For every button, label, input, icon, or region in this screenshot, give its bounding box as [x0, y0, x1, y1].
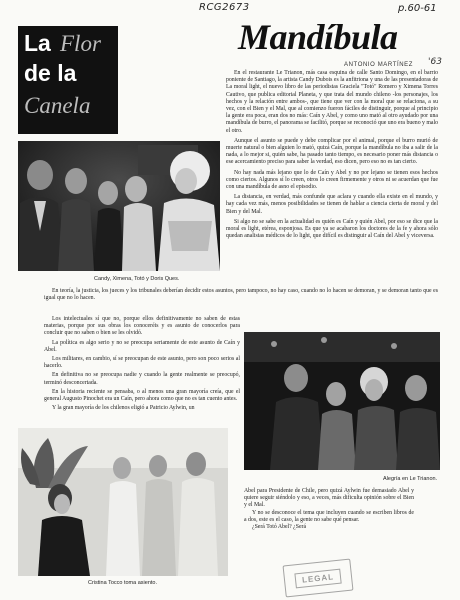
- paragraph: ¿Será Totó Abel? ¿Será: [252, 524, 307, 531]
- party-group-photo: [18, 141, 220, 271]
- stamp-label: LEGAL: [294, 568, 341, 588]
- photo-caption: Cristina Tocco toma asiento.: [88, 580, 157, 586]
- banner-word-canela: Canela: [24, 93, 91, 118]
- article-title: Mandíbula: [238, 17, 398, 57]
- section-banner: [18, 26, 118, 134]
- paragraph: Los intelectuales sí que no, porque ellos definitivamente no saben de estas materias, porque por sus obras los conoceréis y es asunto de conocerlos para concluir que no saben o bien se les olvidó.: [44, 316, 240, 337]
- middle-paragraph: [44, 288, 438, 302]
- paragraph: Los militares, en cambio, sí se preocupan de este asunto, pero son poco serios al hacerlo.: [44, 356, 240, 370]
- handwritten-page-ref: p.60-61: [398, 3, 437, 14]
- legal-stamp: [283, 559, 354, 598]
- paragraph: En definitiva no se preocupa nadie y cuando la gente realmente se preocupó, terminó desconcertada.: [44, 372, 240, 386]
- paragraph: Y la gran mayoría de los chilenos eligió a Patricio Aylwin, un: [52, 405, 195, 412]
- photo-caption: Alegría en Le Trianon.: [383, 476, 438, 482]
- paragraph: En el restaurante Le Trianon, más casa esquina de calle Santo Domingo, en el barrio poniente de Santiago, la artista Candy Dubois es la anfitriona y una de las presentadoras de La moral light, el nuevo libro de las periodistas Graciela "Totó" Romero y Ximena Torres Cautivo, que publica editorial Planeta, y que trata del mundo chileno -los personajes, los hechos y la relación entre ambos-, que tiene que ver con la moral que se relaciona, a su vez, con el Bien y el Mal, que al comienzo fueron fáciles de distinguir, porque al principio la gente era poca, eran dos no más: Caín y Abel, y como uno mató al otro ayudado por una mandíbula de burro, el panorama se facilitó, porque se reconoció que uno era bueno y malo el otro.: [226, 70, 438, 134]
- article-author: ANTONIO MARTÍNEZ: [344, 62, 414, 68]
- paragraph: Abel para Presidente de Chile, pero quizá Aylwin fue demasiado Abel y quiere seguir siéndolo y eso, a veces, más dificulta opinión sobre el Bien y el Mal.: [244, 488, 414, 509]
- banner-word-la: La: [24, 30, 51, 56]
- photo-caption: Candy, Ximena, Totó y Doris Ques.: [94, 276, 180, 282]
- paragraph: La política es algo serio y no se preocupa seriamente de este asunto de Caín y Abel.: [44, 339, 240, 353]
- paragraph: En teoría, la justicia, los jueces y los tribunales deberían decidir estos asuntos, pero tampoco, no hay caso, cuando no lo hacen se demoran, y se demoran tanto que es igual que no lo hacen.: [44, 288, 438, 302]
- paragraph: Aunque el asunto se puede y debe complicar por el animal, porque el burro murió de muerte natural o bien alguien lo mató, quizá Caín, porque la mandíbula no iba a salir de la nada, a lo mejor si, quién sabe, ha pasado tanto tiempo, es necesario poner más distancia o ese acercamiento preciso para saber la verdad, eso dicen, pero eso no es tan cierto.: [226, 137, 438, 166]
- paragraph: En la historia reciente se pensaba, o al menos una gran mayoría creía, que el general Augusto Pinochet era un Caín, pero ahora como que no es tan cuento antes.: [44, 388, 240, 403]
- banner-word-flor: Flor: [60, 31, 101, 56]
- seated-woman-photo: [18, 428, 228, 576]
- handwritten-catalog-code: RCG2673: [199, 2, 250, 13]
- banner-word-de-la: de la: [24, 60, 77, 86]
- paragraph: La distancia, en verdad, más confunde que aclara y cuando ella existe en el mundo, y hay cada vez más, menos posibilidades se tienen de hablar a ciencia cierta de moral y del Bien y del Mal.: [226, 194, 438, 215]
- handwritten-year-mark: '63: [428, 57, 442, 67]
- paragraph: Y no se desconoce el tema que incluyen cuando se escriben libros de a dos, este es el caso, la gente no sabe qué pensar.: [244, 509, 414, 523]
- right-column-text: [226, 70, 438, 243]
- bottom-right-text: [244, 488, 414, 531]
- paragraph: Si algo no se sabe en la actualidad es quién es Caín y quién Abel, por eso se dice que la moral es light, etérea, esponjosa. Es que ya se acabaron los doctores de la fe y ahora sólo quedan analistas médicos de lo light, que difícil es distinguir al Caín del Abel y viceversa.: [226, 218, 438, 240]
- left-column-text: [44, 316, 240, 414]
- restaurant-crowd-photo: [244, 332, 440, 470]
- paragraph: No hay nada más lejano que lo de Caín y Abel y no por lejano se tienen esos hechos como ciertos. Algunos sí lo creen, otros lo creen firmemente y otros ni se acuerdan que fue con una mandíbula de asno el episodio.: [226, 169, 438, 191]
